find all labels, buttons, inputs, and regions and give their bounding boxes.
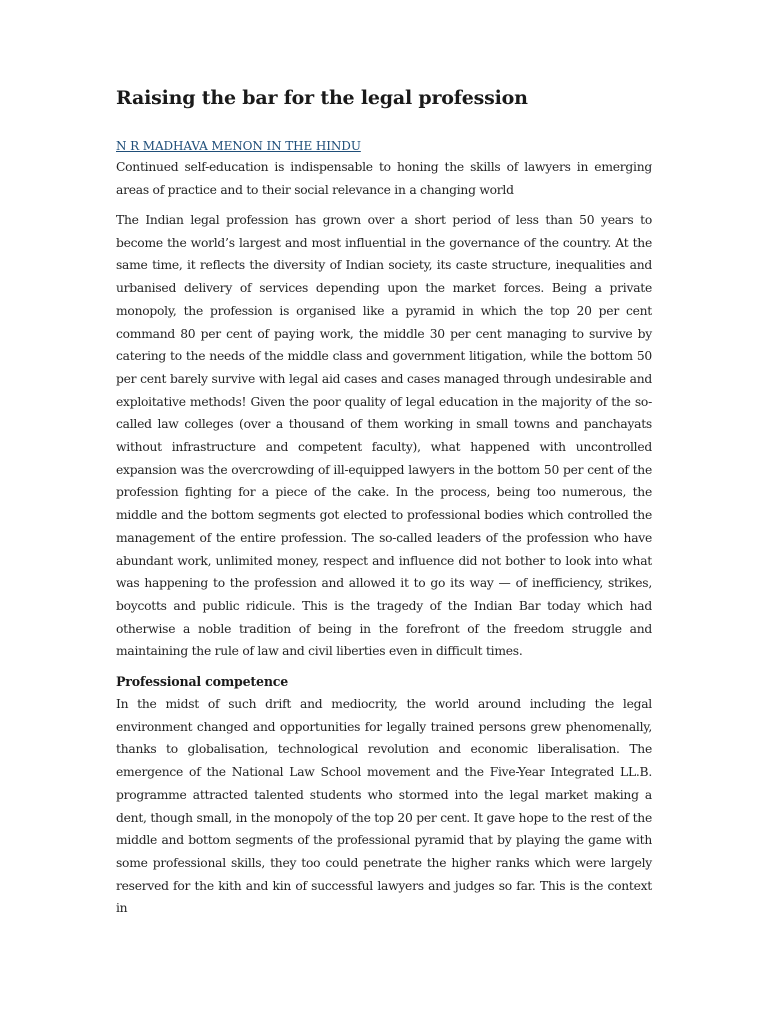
author-byline-link[interactable]: N R MADHAVA MENON IN THE HINDU	[116, 139, 361, 153]
body-paragraph-2: In the midst of such drift and mediocrity, the world around including the legal environment changed and opportunities for legally trained persons grew phenomenally, thanks to globalisation, technological revolution and economic liberalisation. The emergence of the National Law School movement and the Five-Year Integrated LL.B. programme attracted talented students who stormed into the legal market making a dent, though small, in the monopoly of the top 20 per cent. It gave hope to the rest of the middle and bottom segments of the professional pyramid that by playing the game with some professional skills, they too could penetrate the higher ranks which were largely reserved for the kith and kin of successful lawyers and judges so far. This is the context in	[116, 697, 652, 916]
byline-row	[116, 135, 652, 155]
article-standfirst: Continued self-education is indispensable to honing the skills of lawyers in emerging areas of practice and to their social relevance in a changing world	[116, 160, 652, 197]
document-page	[116, 82, 652, 920]
article-title: Raising the bar for the legal profession	[116, 87, 528, 109]
section-heading: Professional competence	[116, 674, 289, 690]
body-paragraph-1: The Indian legal profession has grown over a short period of less than 50 years to become the world’s largest and most influential in the governance of the country. At the same time, it reflects the diversity of Indian society, its caste structure, inequalities and urbanised delivery of services depending upon the market forces. Being a private monopoly, the profession is organised like a pyramid in which the top 20 per cent command 80 per cent of paying work, the middle 30 per cent managing to survive by catering to the needs of the middle class and government litigation, while the bottom 50 per cent barely survive with legal aid cases and cases managed through undesirable and exploitative methods! Given the poor quality of legal education in the majority of the so-called law colleges (over a thousand of them working in small towns and panchayats without infrastructure and competent faculty), what happened with uncontrolled expansion was the overcrowding of ill-equipped lawyers in the bottom 50 per cent of the profession fighting for a piece of the cake. In the process, being too numerous, the middle and the bottom segments got elected to professional bodies which controlled the management of the entire profession. The so-called leaders of the profession who have abundant work, unlimited money, respect and influence did not bother to look into what was happening to the profession and allowed it to go its way — of inefficiency, strikes, boycotts and public ridicule. This is the tragedy of the Indian Bar today which had otherwise a noble tradition of being in the forefront of the freedom struggle and maintaining the rule of law and civil liberties even in difficult times.	[116, 213, 652, 659]
